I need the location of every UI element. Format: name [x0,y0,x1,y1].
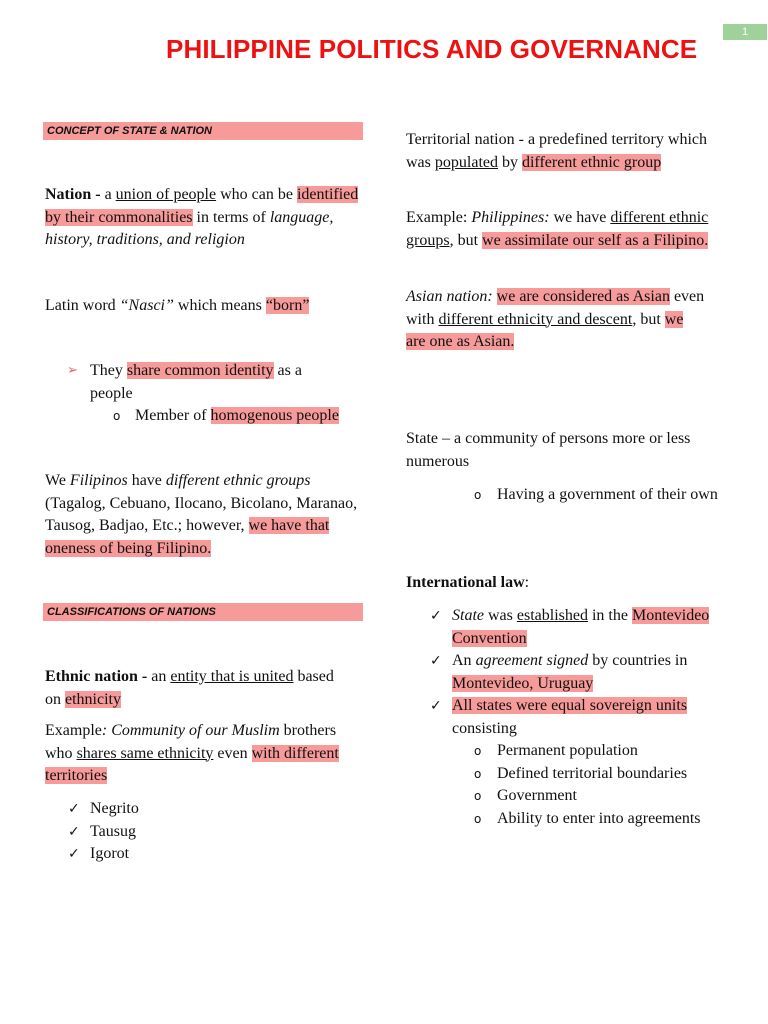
asian-nation-definition [406,286,706,354]
list-item [430,650,740,695]
checkmark-icon: ✓ [68,801,80,817]
text: based on [45,668,334,708]
text: even with [406,288,705,328]
list-item-label: Defined territorial boundaries [497,764,688,782]
text: consisting [452,719,517,737]
text: Territorial nation - [406,131,528,148]
text: have [127,472,166,489]
italic-text: State [452,607,484,624]
text: We [45,472,70,489]
text: a [104,186,116,203]
text: was [484,607,517,624]
bullet-share-identity [67,360,337,405]
list-item [474,763,754,786]
ethnic-nation-definition [45,666,345,711]
latin-word [45,295,365,318]
checkmark-icon: ✓ [68,823,80,840]
text: in the [587,607,632,624]
highlighted-text: we assimilate our self as a Filipino. [482,231,709,249]
bullet-member [113,405,373,428]
section-heading-classifications: CLASSIFICATIONS OF NATIONS [43,603,363,621]
italic-text: different ethnic groups [165,472,311,489]
underlined-text: union of people [115,186,217,203]
state-elements-list [474,740,754,830]
text: brothers who [45,722,337,762]
highlighted-text: we are considered as Asian [496,288,670,305]
text: An [452,652,476,669]
ethnic-example [45,720,360,788]
checkmark-icon: ✓ [430,698,442,714]
highlighted-text: identified by their commonalities [45,186,359,226]
text: who can be [216,186,297,203]
list-item [474,740,754,763]
highlighted-text: All states were equal sovereign units [452,697,688,714]
list-item-label: Tausug [90,822,136,840]
list-item [68,798,268,821]
page-number: 1 [723,24,767,40]
territorial-example [406,207,726,252]
checkmark-icon: ✓ [68,846,80,862]
italic-text: Asian nation: [406,288,493,305]
bold-label: International law [406,574,525,591]
bullet-government [474,484,734,507]
circle-bullet-icon: o [474,766,482,781]
highlighted-text: different ethnic group [521,153,662,171]
section-heading-concept: CONCEPT OF STATE & NATION [43,122,363,140]
highlighted-text: Montevideo, Uruguay [452,674,594,692]
filipinos-paragraph [45,470,367,560]
arrow-bullet-icon: ➢ [67,363,78,378]
list-item [474,808,754,831]
circle-bullet-icon: o [474,744,482,758]
ethnic-group-list [68,798,268,866]
text: Member of [135,407,211,424]
highlighted-text: share common identity [126,362,274,379]
nation-definition [45,184,365,252]
underlined-text: entity that is united [170,668,294,685]
text: Example [45,722,102,739]
highlighted-text: we are one as Asian. [406,310,684,350]
text: : [524,574,530,591]
list-item [430,605,740,650]
italic-text: agreement signed [475,652,589,669]
highlighted-text: ethnicity [65,690,121,708]
list-item [430,695,740,740]
italic-text: Philippines: [471,209,550,226]
page-title: PHILIPPINE POLITICS AND GOVERNANCE [166,34,698,64]
underlined-text: different ethnicity and descent [438,310,633,328]
underlined-text: populated [434,153,498,171]
underlined-text: shares same ethnicity [76,744,214,762]
text: They [90,362,127,379]
text: even [213,744,252,762]
text: we have [549,209,611,226]
list-item-label: Igorot [90,845,130,862]
bullet-text: Having a government of their own [497,486,718,503]
list-item-label: Ability to enter into agreements [497,809,701,827]
checkmark-icon: ✓ [430,653,442,669]
list-item [474,785,754,808]
highlighted-text: with different territories [45,744,339,784]
list-item-label: Negrito [90,800,139,817]
highlighted-text: we have that oneness of being Filipino. [45,517,330,557]
circle-bullet-icon: o [113,409,121,423]
ethnic-term: Ethnic nation - [45,668,152,685]
checkmark-icon: ✓ [430,608,442,624]
text: , but [632,310,665,328]
italic-text: : Community of our Muslim [101,722,280,739]
italic-text: “Nasci” [119,297,174,314]
underlined-text: different ethnic groups [406,209,709,249]
text: which means [173,297,266,314]
international-law-label [406,572,706,595]
highlighted-text: homogenous people [210,407,339,424]
list-item-label: Permanent population [497,742,638,759]
italic-text: Filipinos [69,472,128,489]
text: (Tagalog, Cebuano, Ilocano, Bicolano, Maranao, Tausog, Badjao, Etc.; however, [45,494,358,534]
international-law-list [430,605,740,740]
highlighted-text: “born” [265,297,310,314]
underlined-text: established [516,607,588,624]
highlighted-text: Montevideo Convention [452,607,710,647]
list-item [68,821,268,844]
text: by countries in [588,652,688,669]
italic-text: language, history, traditions, and religion [45,208,334,248]
text: by [497,153,522,171]
text: Latin word [45,297,120,314]
text: an [151,668,171,685]
list-item-label: Government [497,787,577,804]
list-item [68,843,268,866]
circle-bullet-icon: o [474,488,482,502]
territorial-nation-definition [406,129,716,174]
circle-bullet-icon: o [474,811,482,826]
text: in terms of [192,208,270,226]
nation-term: Nation - [45,186,105,203]
text: Example: [406,209,472,226]
text: a predefined territory which was [406,131,707,171]
text: as a people [90,362,302,402]
state-definition: State – a community of persons more or less numerous [406,430,691,470]
text: , but [449,231,483,249]
circle-bullet-icon: o [474,789,482,803]
